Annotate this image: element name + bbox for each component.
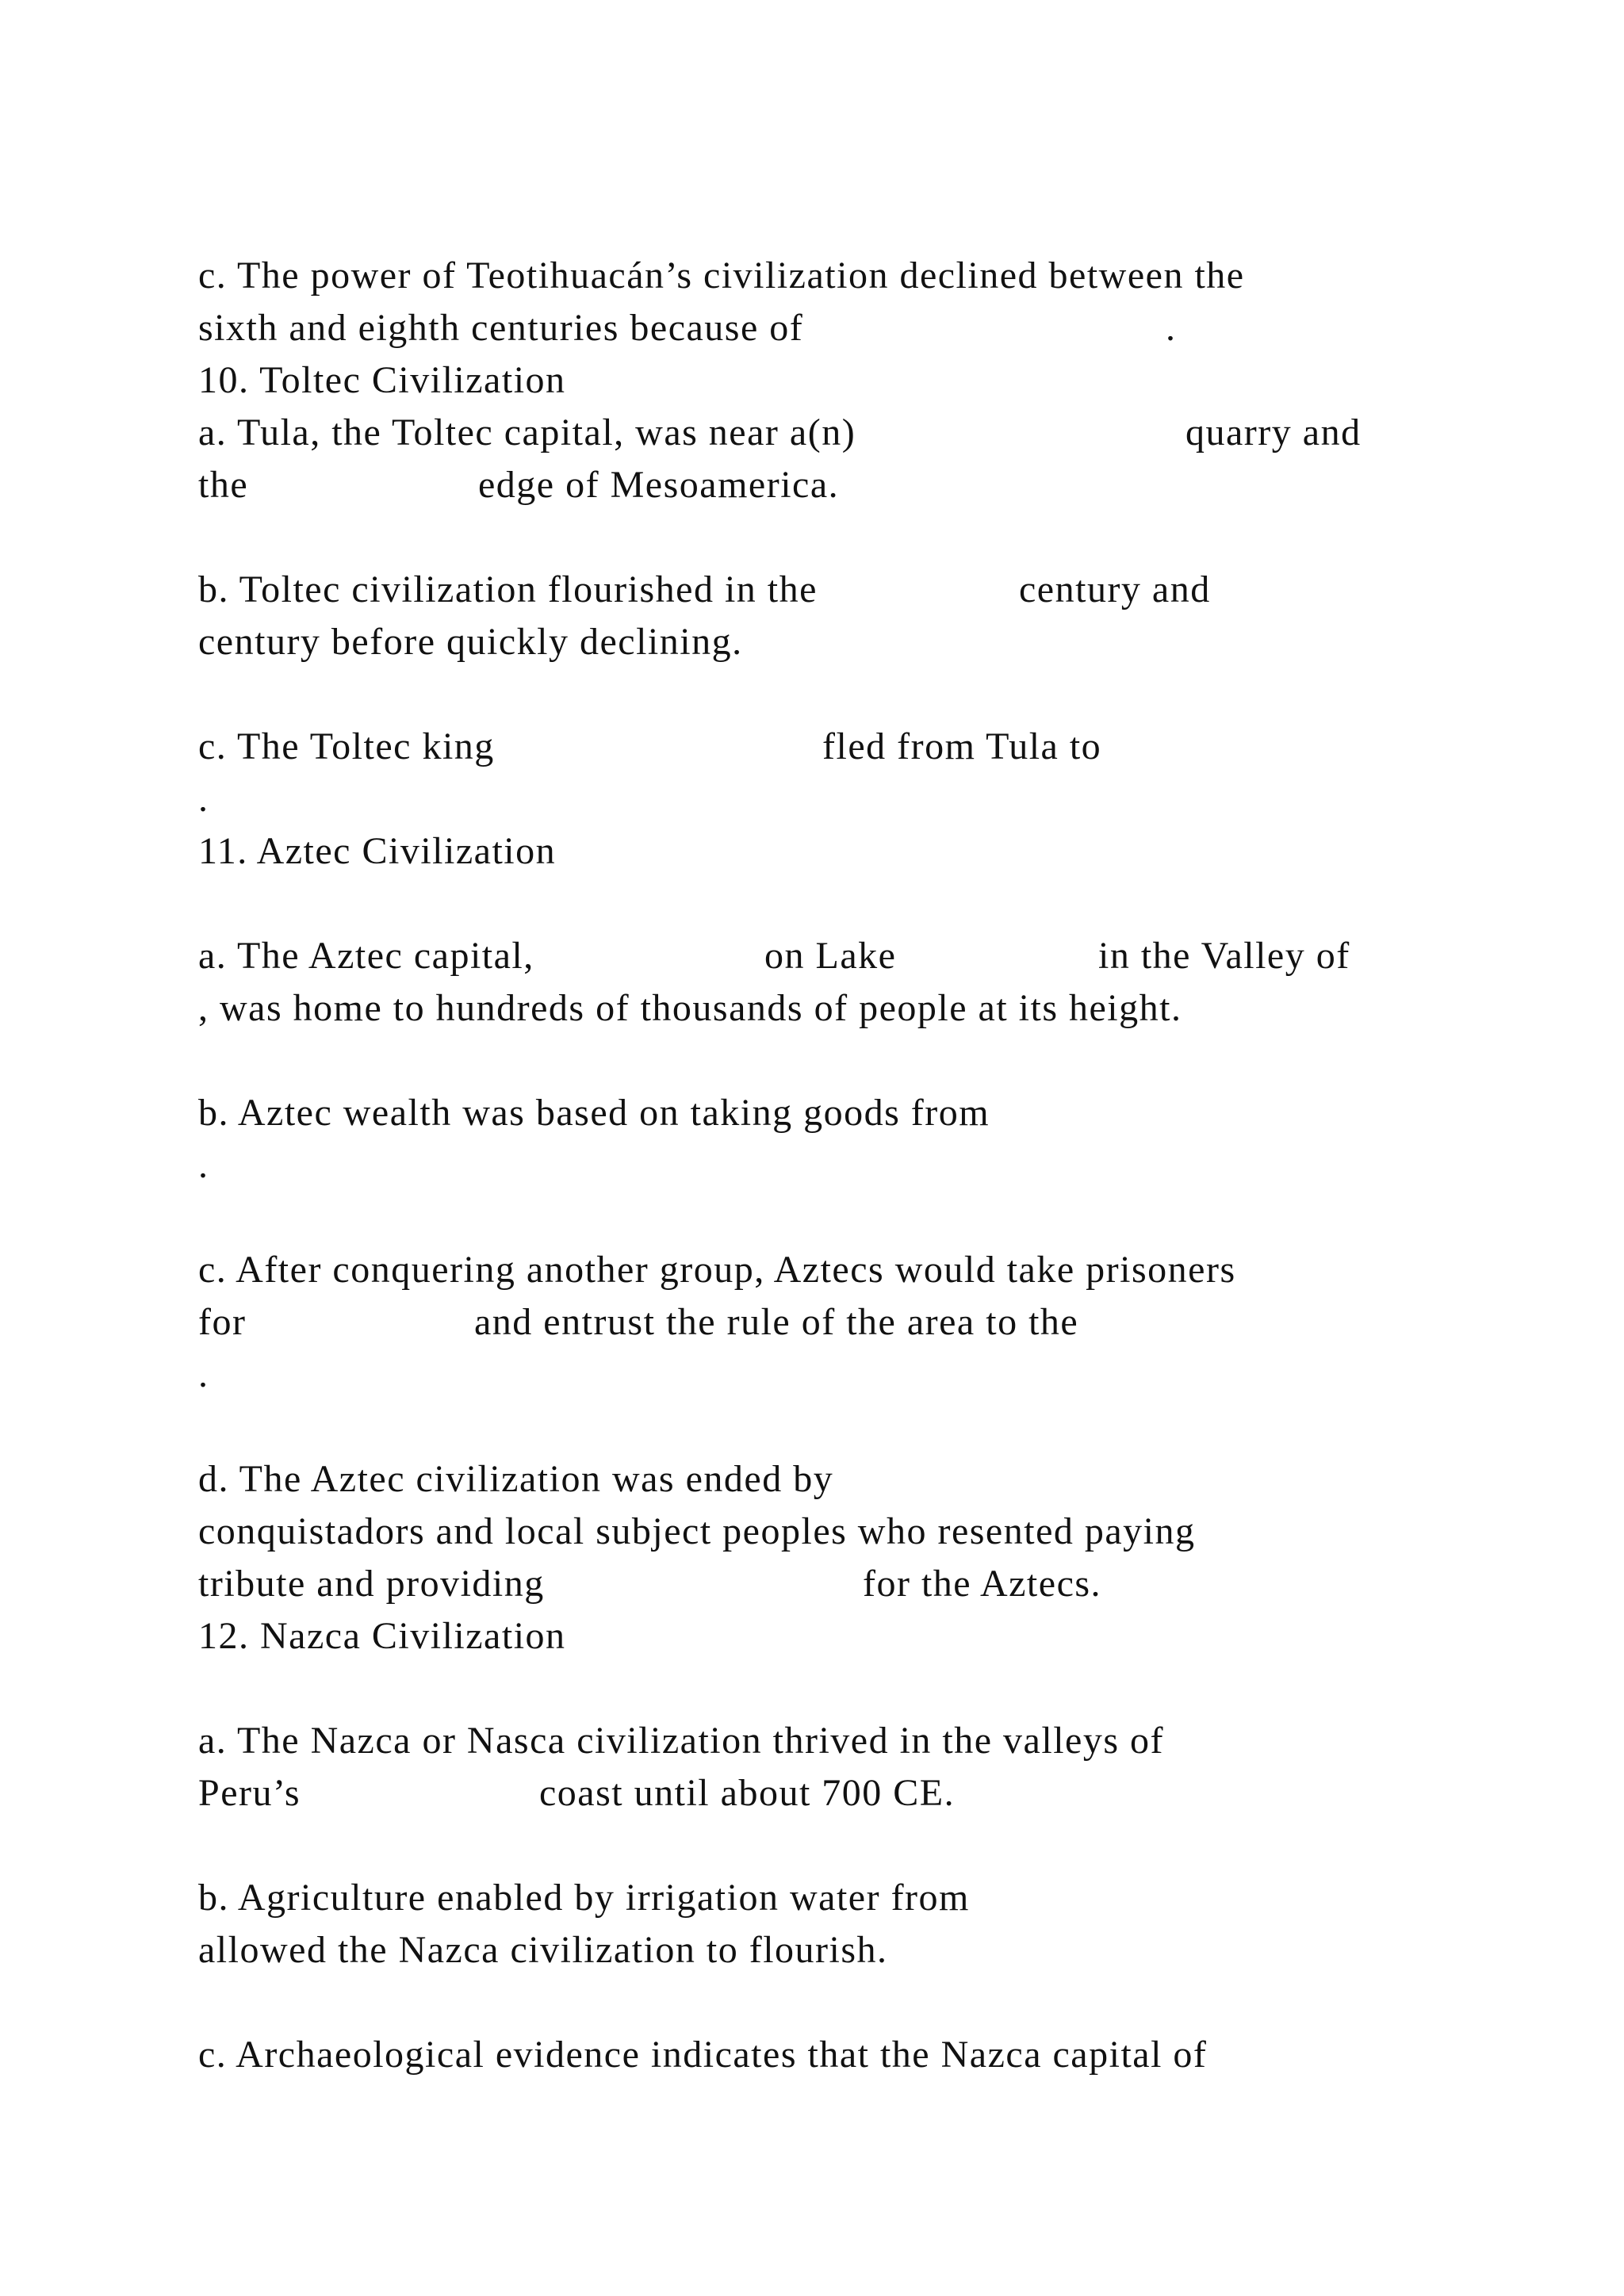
text-fragment: in the Valley of: [1098, 935, 1350, 977]
text-fragment: coast until about 700 CE.: [539, 1772, 956, 1814]
text-line: b. Toltec civilization flourished in the: [198, 568, 818, 610]
text-line: c. The power of Teotihuacán’s civilization declined between the: [198, 254, 1245, 297]
text-line: c. The Toltec king: [198, 725, 495, 767]
text-line: conquistadors and local subject peoples who resented paying: [198, 1510, 1196, 1552]
text-line: b. Aztec wealth was based on taking goods from: [198, 1092, 990, 1134]
text-line: , was home to hundreds of thousands of people at its height.: [198, 987, 1182, 1029]
text-fragment: century and: [1019, 568, 1211, 610]
text-line: c. After conquering another group, Aztecs would take prisoners: [198, 1249, 1236, 1291]
text-fragment: edge of Mesoamerica.: [478, 464, 840, 506]
text-fragment: and entrust the rule of the area to the: [474, 1301, 1079, 1343]
section-heading: 12. Nazca Civilization: [198, 1615, 566, 1657]
text-line: c. Archaeological evidence indicates that the Nazca capital of: [198, 2034, 1208, 2076]
text-line: .: [198, 778, 209, 820]
text-line: a. Tula, the Toltec capital, was near a(n): [198, 411, 856, 453]
text-line: b. Agriculture enabled by irrigation water from: [198, 1877, 970, 1919]
text-line: .: [198, 1144, 209, 1186]
text-line: a. The Nazca or Nasca civilization thrived in the valleys of: [198, 1720, 1164, 1762]
text-line: d. The Aztec civilization was ended by: [198, 1458, 834, 1500]
text-line: for: [198, 1301, 247, 1343]
text-line: Peru’s: [198, 1772, 301, 1814]
text-line: a. The Aztec capital,: [198, 935, 534, 977]
text-line: tribute and providing: [198, 1563, 545, 1605]
text-line: sixth and eighth centuries because of: [198, 307, 804, 349]
section-heading: 11. Aztec Civilization: [198, 830, 557, 872]
text-fragment: fled from Tula to: [822, 725, 1102, 767]
text-line: the: [198, 464, 249, 506]
text-line: century before quickly declining.: [198, 621, 743, 663]
text-fragment: for the Aztecs.: [863, 1563, 1102, 1605]
section-heading: 10. Toltec Civilization: [198, 359, 566, 401]
text-line: .: [198, 1353, 209, 1395]
text-fragment: quarry and: [1185, 411, 1362, 453]
text-fragment: .: [1166, 307, 1177, 349]
text-fragment: on Lake: [764, 935, 897, 977]
text-line: allowed the Nazca civilization to flourish.: [198, 1929, 888, 1971]
